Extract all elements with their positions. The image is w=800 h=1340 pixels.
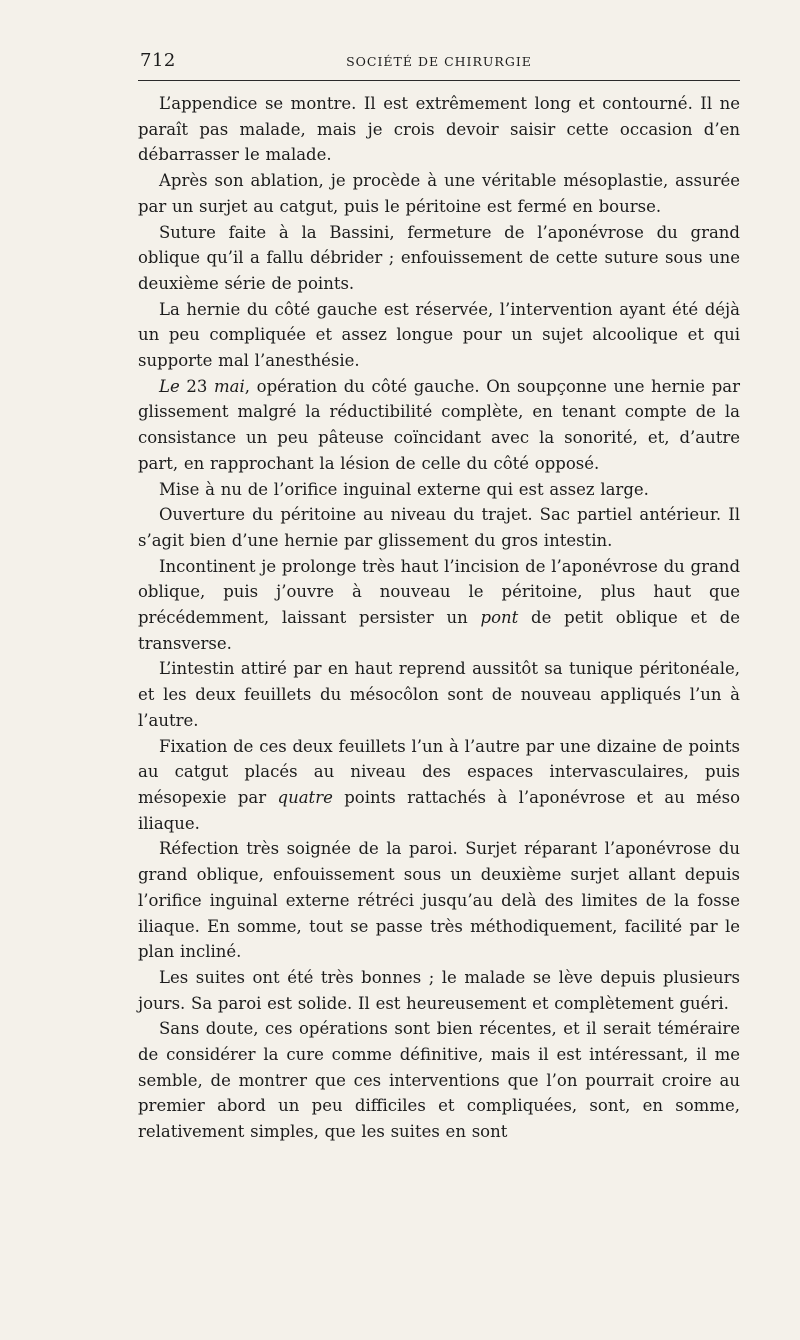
paragraph-text: Réfection très soignée de la paroi. Surjet réparant l’aponévrose du grand oblique, enfouissement sous un deuxième surjet allant depuis l’orifice inguinal externe rétréci jusqu’au delà des limites de la fosse iliaque. En somme, tout se passe très méthodiquement, facilité par le plan incliné. <box>138 839 740 962</box>
page-number: 712 <box>140 50 176 71</box>
italic-text: mai <box>214 376 245 396</box>
paragraph-1 <box>138 91 740 168</box>
paragraph-9 <box>138 656 740 733</box>
paragraph-11 <box>138 836 740 965</box>
paragraph-text: Incontinent je prolonge très haut l’incision de l’aponévrose du grand oblique, puis j’ouvre à nouveau le péritoine, plus haut que précédemment, laissant persister un <box>138 556 740 628</box>
italic-text: Le <box>159 376 180 396</box>
page-header <box>138 40 740 81</box>
paragraph-12 <box>138 965 740 1016</box>
book-page <box>138 40 740 1145</box>
running-title: SOCIÉTÉ DE CHIRURGIE <box>346 54 532 69</box>
paragraph-text: de petit oblique et de transverse. <box>138 608 741 653</box>
paragraph-5 <box>138 374 740 477</box>
italic-text: pont <box>480 608 519 628</box>
paragraph-text: Ouverture du péritoine au niveau du trajet. Sac partiel antérieur. Il s’agit bien d’une hernie par glissement du gros intestin. <box>138 505 740 550</box>
paragraph-text: Les suites ont été très bonnes ; le malade se lève depuis plusieurs jours. Sa paroi est solide. Il est heureusement et complètement guéri. <box>138 967 740 1013</box>
paragraph-text: Sans doute, ces opérations sont bien récentes, et il serait téméraire de considérer la cure comme définitive, mais il est intéressant, il me semble, de montrer que ces interventions que l’on pourrait croire au premier abord un peu difficiles et compliquées, sont, en somme, relativement simples, que les suites en sont <box>138 1019 740 1142</box>
paragraph-text: L’intestin attiré par en haut reprend aussitôt sa tunique péritonéale, et les deux feuillets du mésocôlon sont de nouveau appliqués l’un à l’autre. <box>138 659 740 730</box>
paragraph-text: 23 <box>179 376 214 396</box>
paragraph-text: La hernie du côté gauche est réservée, l’intervention ayant été déjà un peu compliquée et assez longue pour un sujet alcoolique et qui supporte mal l’anesthésie. <box>138 299 740 371</box>
italic-text: quatre <box>277 787 333 807</box>
paragraph-10 <box>138 734 740 837</box>
paragraph-8 <box>138 554 740 657</box>
paragraph-2 <box>138 168 740 219</box>
paragraph-text: Après son ablation, je procède à une véritable mésoplastie, assurée par un surjet au catgut, puis le péritoine est fermé en bourse. <box>138 171 740 216</box>
paragraph-text: Fixation de ces deux feuillets l’un à l’autre par une dizaine de points au catgut placés au niveau des espaces intervasculaires, puis mésopexie par <box>138 736 740 807</box>
paragraph-13 <box>138 1016 740 1145</box>
paragraph-4 <box>138 297 740 374</box>
paragraph-text: L’appendice se montre. Il est extrêmement long et contourné. Il ne paraît pas malade, mais je crois devoir saisir cette occasion d’en débarrasser le malade. <box>138 94 740 165</box>
paragraph-text: Mise à nu de l’orifice inguinal externe qui est assez large. <box>159 479 649 499</box>
body-text <box>138 91 740 1145</box>
paragraph-3 <box>138 220 740 297</box>
paragraph-text: Suture faite à la Bassini, fermeture de l’aponévrose du grand oblique qu’il a fallu débrider ; enfouissement de cette suture sous une deuxième série de points. <box>138 222 740 293</box>
paragraph-text: points rattachés à l’aponévrose et au méso iliaque. <box>138 787 741 833</box>
paragraph-7 <box>138 502 740 553</box>
paragraph-text: , opération du côté gauche. On soupçonne une hernie par glissement malgré la réductibilité complète, en tenant compte de la consistance un peu pâteuse coïncidant avec la sonorité, et, d’autre part, en rapprochant la lésion de celle du côté opposé. <box>138 376 740 473</box>
paragraph-6 <box>138 477 740 503</box>
